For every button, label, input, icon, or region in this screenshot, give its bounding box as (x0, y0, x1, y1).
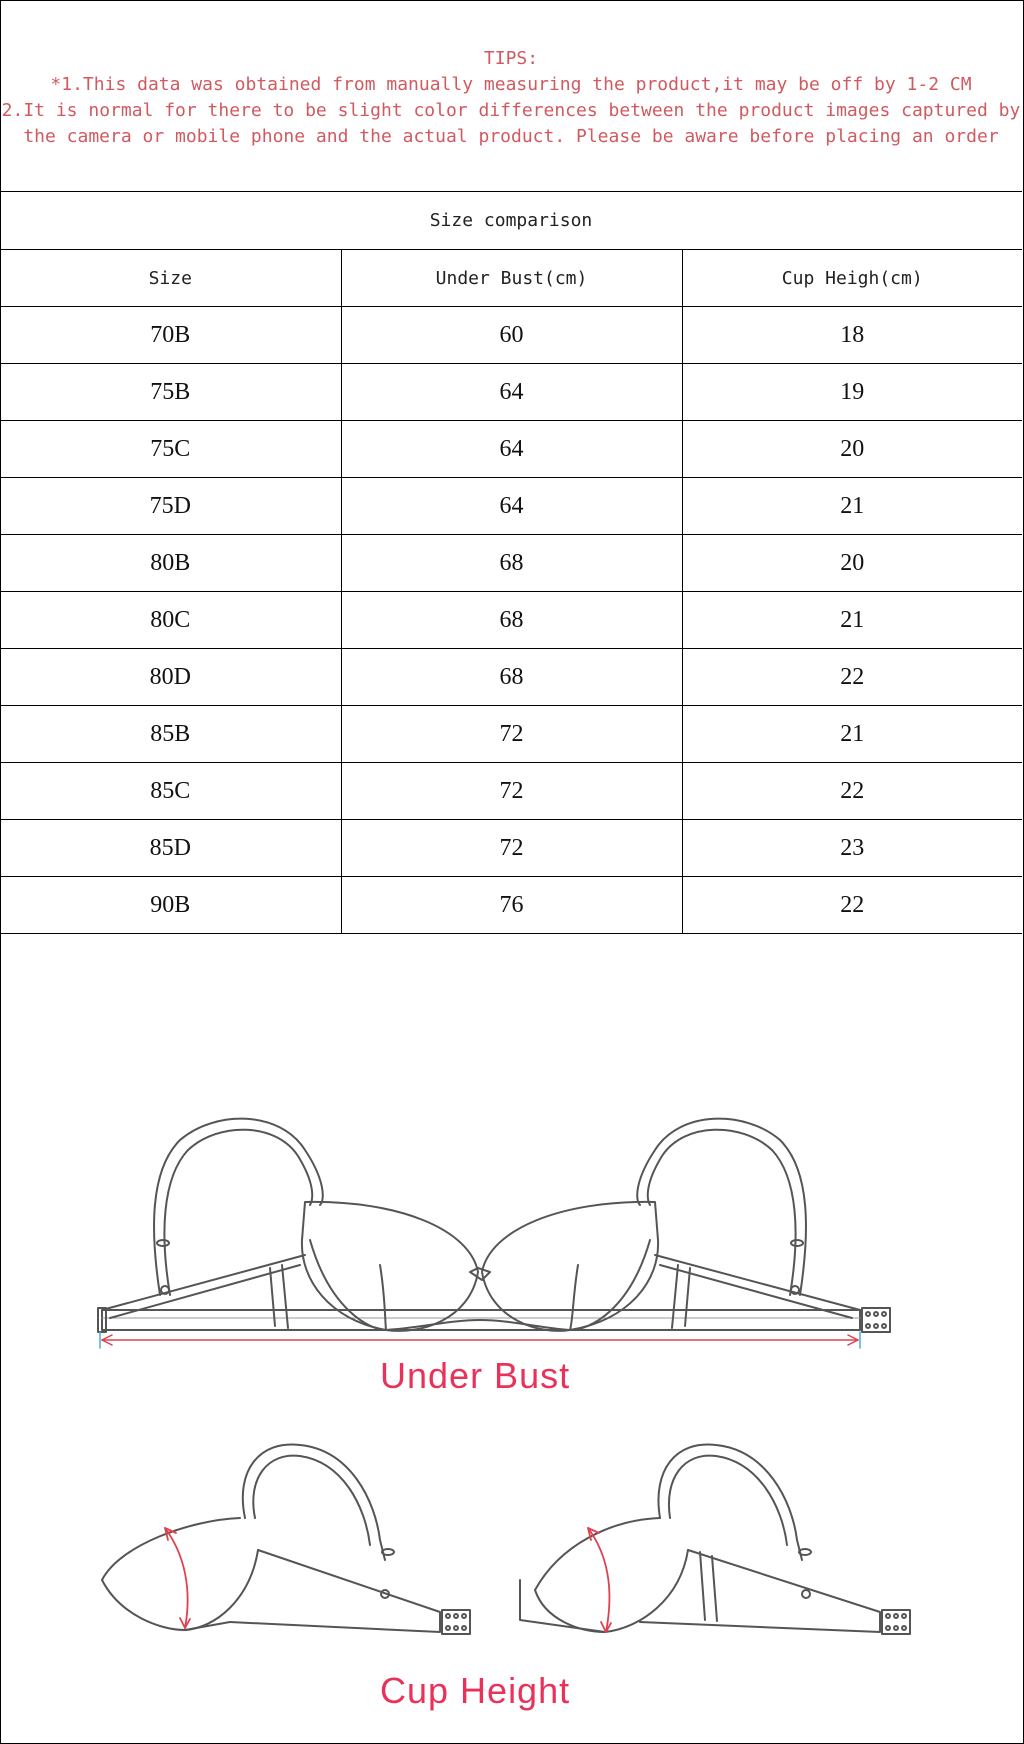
cell-under-bust: 76 (341, 877, 682, 934)
cell-cup-height: 23 (682, 820, 1022, 877)
table-row (0, 535, 1022, 592)
header-cup-height: Cup Heigh(cm) (682, 250, 1022, 307)
cup-height-measure-left (165, 1528, 190, 1628)
cell-cup-height: 21 (682, 592, 1022, 649)
cell-size: 80C (0, 592, 341, 649)
under-bust-measure-line (100, 1332, 860, 1348)
cell-cup-height: 20 (682, 421, 1022, 478)
cup-height-measure-right (588, 1528, 611, 1632)
cell-size: 85B (0, 706, 341, 763)
cell-under-bust: 72 (341, 763, 682, 820)
table-row (0, 820, 1022, 877)
bra-measurement-illustration (0, 940, 1022, 1742)
cell-cup-height: 22 (682, 649, 1022, 706)
cell-size: 75C (0, 421, 341, 478)
cell-under-bust: 72 (341, 706, 682, 763)
cell-under-bust: 72 (341, 820, 682, 877)
cell-size: 90B (0, 877, 341, 934)
cell-size: 70B (0, 307, 341, 364)
cell-cup-height: 21 (682, 706, 1022, 763)
table-row (0, 649, 1022, 706)
table-row (0, 421, 1022, 478)
cell-size: 80B (0, 535, 341, 592)
table-row (0, 307, 1022, 364)
size-table (0, 250, 1022, 934)
cell-under-bust: 64 (341, 421, 682, 478)
cell-size: 85D (0, 820, 341, 877)
tips-line-1: *1.This data was obtained from manually measuring the product,it may be off by 1-2 CM (50, 74, 972, 95)
under-bust-caption: Under Bust (380, 1355, 571, 1396)
cell-cup-height: 22 (682, 877, 1022, 934)
header-size: Size (0, 250, 341, 307)
tips-line-2: 2.It is normal for there to be slight color differences between the product images captured by (1, 100, 1021, 121)
table-row (0, 364, 1022, 421)
cell-cup-height: 20 (682, 535, 1022, 592)
cell-cup-height: 18 (682, 307, 1022, 364)
side-view-left-drawing (102, 1444, 470, 1634)
cell-under-bust: 68 (341, 535, 682, 592)
tips-line-3: the camera or mobile phone and the actual product. Please be aware before placing an order (23, 126, 999, 147)
table-title: Size comparison (0, 193, 1022, 250)
table-row (0, 592, 1022, 649)
cell-size: 75B (0, 364, 341, 421)
front-view-drawing (98, 1119, 890, 1332)
side-view-right-drawing (520, 1444, 910, 1634)
table-row (0, 706, 1022, 763)
cup-height-caption: Cup Height (380, 1670, 571, 1711)
cell-cup-height: 19 (682, 364, 1022, 421)
tips-section (0, 0, 1022, 192)
cell-under-bust: 64 (341, 478, 682, 535)
table-row (0, 763, 1022, 820)
cell-under-bust: 68 (341, 592, 682, 649)
cell-cup-height: 22 (682, 763, 1022, 820)
tips-heading: TIPS: (483, 48, 539, 69)
header-under-bust: Under Bust(cm) (341, 250, 682, 307)
table-row (0, 478, 1022, 535)
table-row (0, 877, 1022, 934)
cell-under-bust: 64 (341, 364, 682, 421)
cell-under-bust: 68 (341, 649, 682, 706)
cell-size: 85C (0, 763, 341, 820)
cell-size: 75D (0, 478, 341, 535)
cell-size: 80D (0, 649, 341, 706)
cell-cup-height: 21 (682, 478, 1022, 535)
cell-under-bust: 60 (341, 307, 682, 364)
table-header-row (0, 250, 1022, 307)
